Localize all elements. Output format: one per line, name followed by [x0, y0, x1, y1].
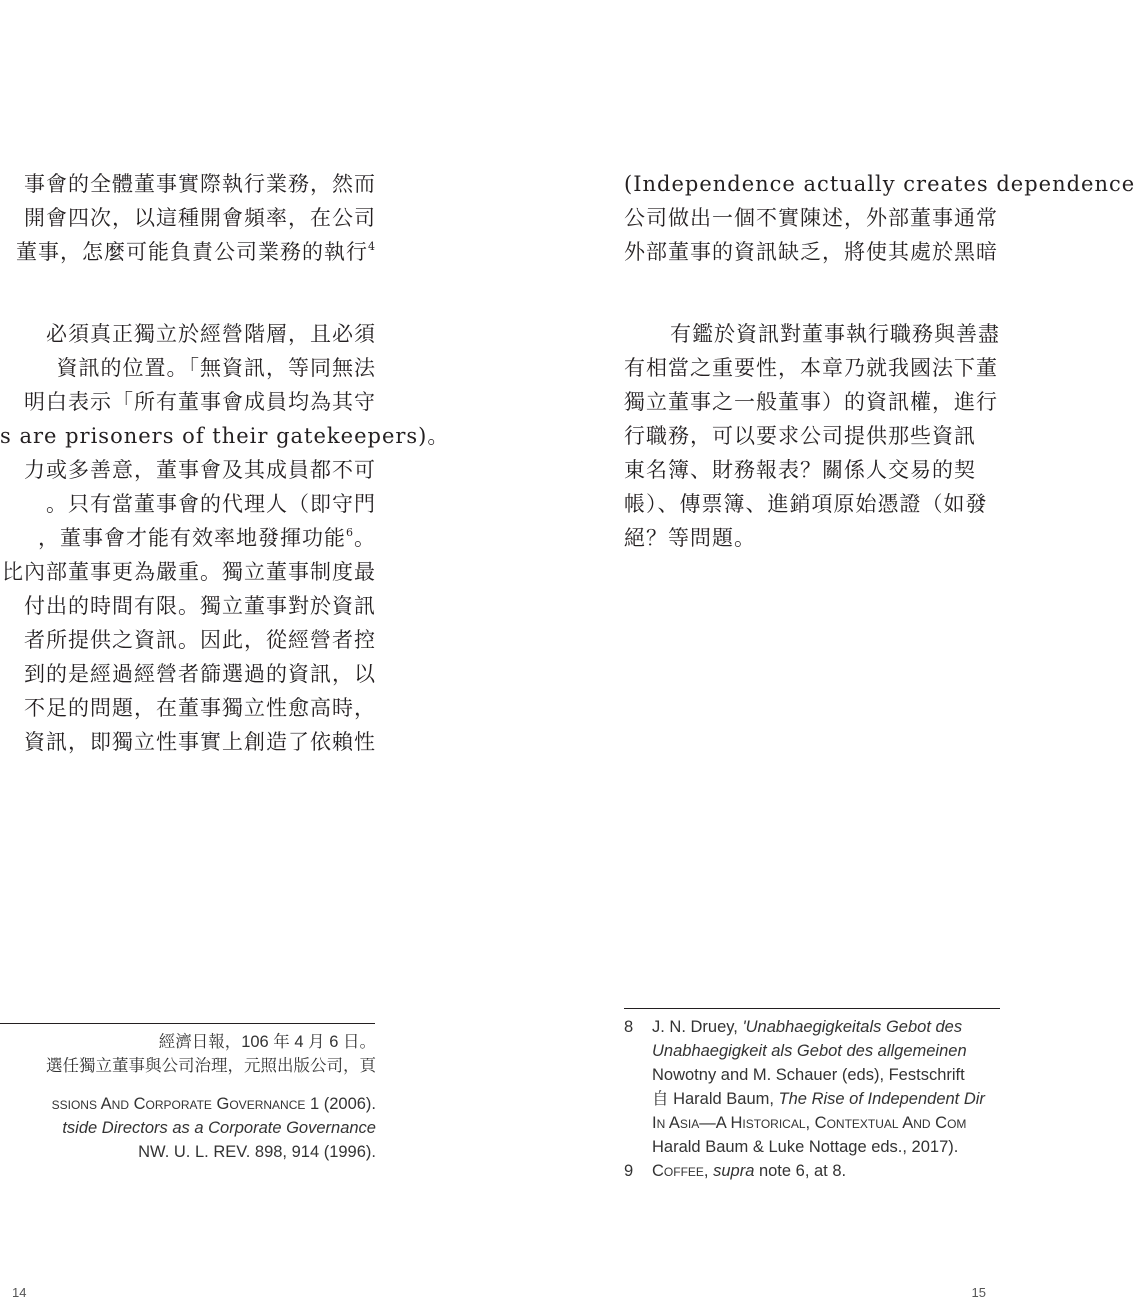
- body-line: 比內部董事更為嚴重。獨立董事制度最: [2, 560, 376, 584]
- footnote-line: 經濟日報，106 年 4 月 6 日。: [158, 1033, 376, 1051]
- footnote-line: 選任獨立董事與公司治理，元照出版公司，頁: [46, 1057, 376, 1075]
- body-line: (Independence actually creates dependence: [624, 172, 1135, 196]
- footnote-text: ,: [703, 1162, 714, 1180]
- body-line: 力或多善意，董事會及其成員都不可: [24, 458, 376, 482]
- body-line-text: 董事，怎麼可能負責公司業務的執行: [16, 240, 368, 264]
- body-line: 事會的全體董事實際執行業務，然而: [24, 172, 376, 196]
- footnote-line: [624, 1111, 1028, 1135]
- footnote-text: 1 (2006).: [305, 1095, 376, 1113]
- body-line: 。只有當董事會的代理人（即守門: [46, 492, 376, 516]
- left-footnotes: [0, 1030, 376, 1164]
- right-footnotes: [624, 1015, 1028, 1183]
- footnote-text: note 6, at 8.: [754, 1162, 847, 1180]
- body-line-text: ，董事會才能有效率地發揮功能: [38, 526, 346, 550]
- footnote-line: Nowotny and M. Schauer (eds), Festschrift: [652, 1066, 965, 1084]
- body-line: 到的是經過經營者篩選過的資訊，以: [24, 662, 376, 686]
- body-line: 不足的問題，在董事獨立性愈高時，: [24, 696, 376, 720]
- body-line: 有鑑於資訊對董事執行職務與善盡: [670, 322, 1000, 346]
- footnote-line: [0, 1116, 376, 1140]
- body-line-punct: 。: [354, 526, 376, 550]
- footnote-text: 自 Harald Baum,: [652, 1090, 779, 1108]
- footnote-divider: [0, 1023, 375, 1024]
- footnote-italic: Unabhaegigkeit als Gebot des allgemeinen: [652, 1042, 967, 1060]
- body-line: s are prisoners of their gatekeepers)。: [0, 424, 450, 448]
- footnote-italic: supra: [713, 1162, 755, 1180]
- body-line: 開會四次，以這種開會頻率，在公司: [24, 206, 376, 230]
- body-line: 付出的時間有限。獨立董事對於資訊: [24, 594, 376, 618]
- footnote-smallcaps: Coffee: [652, 1162, 704, 1180]
- body-line: 資訊的位置。「無資訊，等同無法: [56, 356, 376, 380]
- footnote-italic: The Rise of Independent Dir: [778, 1090, 985, 1108]
- footnote-text: J. N. Druey,: [652, 1018, 743, 1036]
- body-line: 必須真正獨立於經營階層，且必須: [46, 322, 376, 346]
- footnote-smallcaps: ssions And Corporate Governance: [51, 1095, 306, 1113]
- footnote-line: [624, 1039, 1028, 1063]
- footnote-ref: 4: [368, 240, 376, 253]
- footnote-italic: 'Unabhaegigkeitals Gebot des: [742, 1018, 963, 1036]
- body-line: 帳）、傳票簿、進銷項原始憑證（如發: [624, 492, 988, 516]
- footnote-line: Harald Baum & Luke Nottage eds., 2017).: [652, 1138, 959, 1156]
- footnote-smallcaps: In Asia—A Historical, Contextual And Com: [652, 1114, 967, 1132]
- body-line: 行職務，可以要求公司提供那些資訊: [624, 424, 976, 448]
- right-body-text: [624, 167, 1135, 555]
- footnote-line: [0, 1092, 376, 1116]
- body-line: 資訊，即獨立性事實上創造了依賴性: [24, 730, 376, 754]
- left-page: [0, 0, 500, 1299]
- body-line: 明白表示「所有董事會成員均為其守: [24, 390, 376, 414]
- body-line: [0, 235, 376, 269]
- body-line: 外部董事的資訊缺乏，將使其處於黑暗: [624, 240, 998, 264]
- body-line: 者所提供之資訊。因此，從經營者控: [24, 628, 376, 652]
- body-line: 東名簿、財務報表？關係人交易的契: [624, 458, 976, 482]
- footnote-number: 9: [624, 1162, 634, 1180]
- body-line: 有相當之重要性，本章乃就我國法下董: [624, 356, 998, 380]
- footnote-number: 8: [624, 1018, 634, 1036]
- body-line: 獨立董事之一般董事）的資訊權，進行: [624, 390, 998, 414]
- body-line: 公司做出一個不實陳述，外部董事通常: [624, 206, 998, 230]
- footnote-divider: [624, 1008, 1000, 1009]
- page-number: 15: [971, 1285, 986, 1300]
- footnote-line: [624, 1159, 1000, 1183]
- footnote-line: [624, 1015, 1000, 1039]
- footnote-line: NW. U. L. REV. 898, 914 (1996).: [138, 1143, 376, 1161]
- footnote-ref: 6: [346, 526, 354, 539]
- body-line: 絕？等問題。: [624, 526, 756, 550]
- footnote-italic: tside Directors as a Corporate Governance: [62, 1119, 376, 1137]
- footnote-line: [624, 1087, 1028, 1111]
- body-line: [0, 521, 376, 555]
- left-body-text: [0, 167, 450, 759]
- page-number: 14: [12, 1285, 27, 1300]
- right-page: [500, 0, 1135, 1300]
